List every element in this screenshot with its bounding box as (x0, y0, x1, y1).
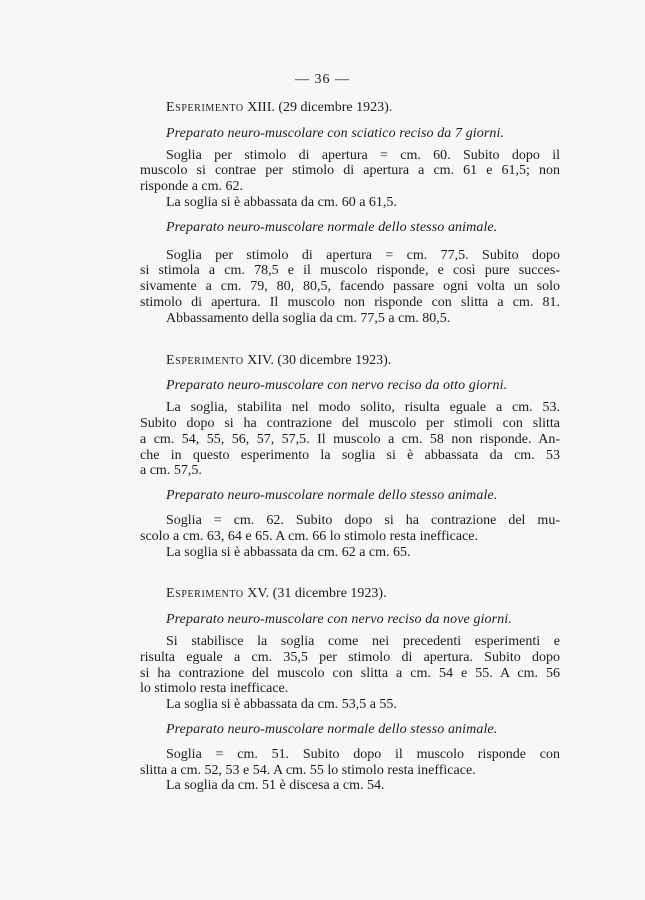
experiment-heading-text: XIV. (30 dicembre 1923). (243, 352, 392, 368)
paragraph (140, 248, 560, 327)
text-line: si ha contrazione del muscolo con slitta a cm. 54 e 55. A cm. 56 (140, 665, 560, 681)
text-line: La soglia si è abbassata da cm. 62 a cm. 65. (166, 544, 411, 560)
section-subtitle: Preparato neuro-muscolare normale dello stesso animale. (166, 488, 498, 504)
text-line: Abbassamento della soglia da cm. 77,5 a cm. 80,5. (166, 310, 451, 326)
text-line: a cm. 57,5. (140, 463, 202, 479)
text-line: si stimola a cm. 78,5 e il muscolo risponde, e così pure succes- (140, 263, 560, 279)
text-line: scolo a cm. 63, 64 e 65. A cm. 66 lo stimolo resta inefficace. (140, 528, 478, 544)
text-line: Soglia per stimolo di apertura = cm. 77,5. Subito dopo (166, 247, 560, 263)
text-line: Soglia = cm. 51. Subito dopo il muscolo risponde con (166, 746, 560, 762)
text-line: lo stimolo resta inefficace. (140, 681, 289, 697)
text-line: La soglia da cm. 51 è discesa a cm. 54. (166, 778, 385, 794)
section-subtitle: Preparato neuro-muscolare con nervo reciso da nove giorni. (166, 612, 512, 628)
text-line: Soglia per stimolo di apertura = cm. 60. Subito dopo il (166, 147, 560, 163)
experiment-heading (166, 100, 560, 116)
section-subtitle: Preparato neuro-muscolare normale dello stesso animale. (166, 721, 498, 737)
paragraph (140, 400, 560, 479)
experiment-label: Esperimento (166, 586, 244, 602)
text-line: risulta eguale a cm. 35,5 per stimolo di apertura. Subito dopo (140, 649, 560, 665)
paragraph (140, 148, 560, 211)
text-line: sivamente a cm. 79, 80, 80,5, facendo passare ogni volta un solo (140, 279, 560, 295)
page-body (140, 100, 560, 794)
text-line: slitta a cm. 52, 53 e 54. A cm. 55 lo stimolo resta inefficace. (140, 762, 476, 778)
text-line: Si stabilisce la soglia come nei precedenti esperimenti e (166, 633, 560, 649)
text-line: Subito dopo si ha contrazione del muscolo per stimoli con slitta (140, 415, 560, 431)
text-line: La soglia, stabilita nel modo solito, risulta eguale a cm. 53. (166, 400, 560, 416)
paragraph (140, 634, 560, 713)
experiment-label: Esperimento (166, 100, 244, 115)
text-line: Soglia = cm. 62. Subito dopo si ha contrazione del mu- (166, 512, 560, 528)
experiment-heading (166, 353, 560, 369)
text-line: a cm. 54, 55, 56, 57, 57,5. Il muscolo a cm. 58 non risponde. An- (140, 431, 560, 447)
experiment-heading-text: XV. (31 dicembre 1923). (243, 586, 387, 602)
text-line: La soglia si è abbassata da cm. 53,5 a 55. (166, 697, 397, 713)
paragraph (140, 513, 560, 560)
page-number: — 36 — (295, 72, 350, 87)
text-line: La soglia si è abbassata da cm. 60 a 61,5. (166, 194, 397, 210)
text-line: risponde a cm. 62. (140, 179, 244, 195)
paragraph (140, 747, 560, 794)
text-line: che in questo esperimento la soglia si è abbassata da cm. 53 (140, 447, 560, 463)
section-subtitle: Preparato neuro-muscolare con nervo reciso da otto giorni. (166, 378, 508, 394)
experiment-label: Esperimento (166, 352, 244, 368)
text-line: muscolo si contrae per stimolo di apertura a cm. 61 e 61,5; non (140, 163, 560, 179)
experiment-heading (166, 586, 560, 602)
text-line: stimolo di apertura. Il muscolo non risponde con slitta a cm. 81. (140, 294, 560, 310)
section-subtitle: Preparato neuro-muscolare con sciatico reciso da 7 giorni. (166, 125, 505, 141)
section-subtitle: Preparato neuro-muscolare normale dello stesso animale. (166, 219, 498, 235)
experiment-heading-text: XIII. (29 dicembre 1923). (243, 100, 393, 115)
